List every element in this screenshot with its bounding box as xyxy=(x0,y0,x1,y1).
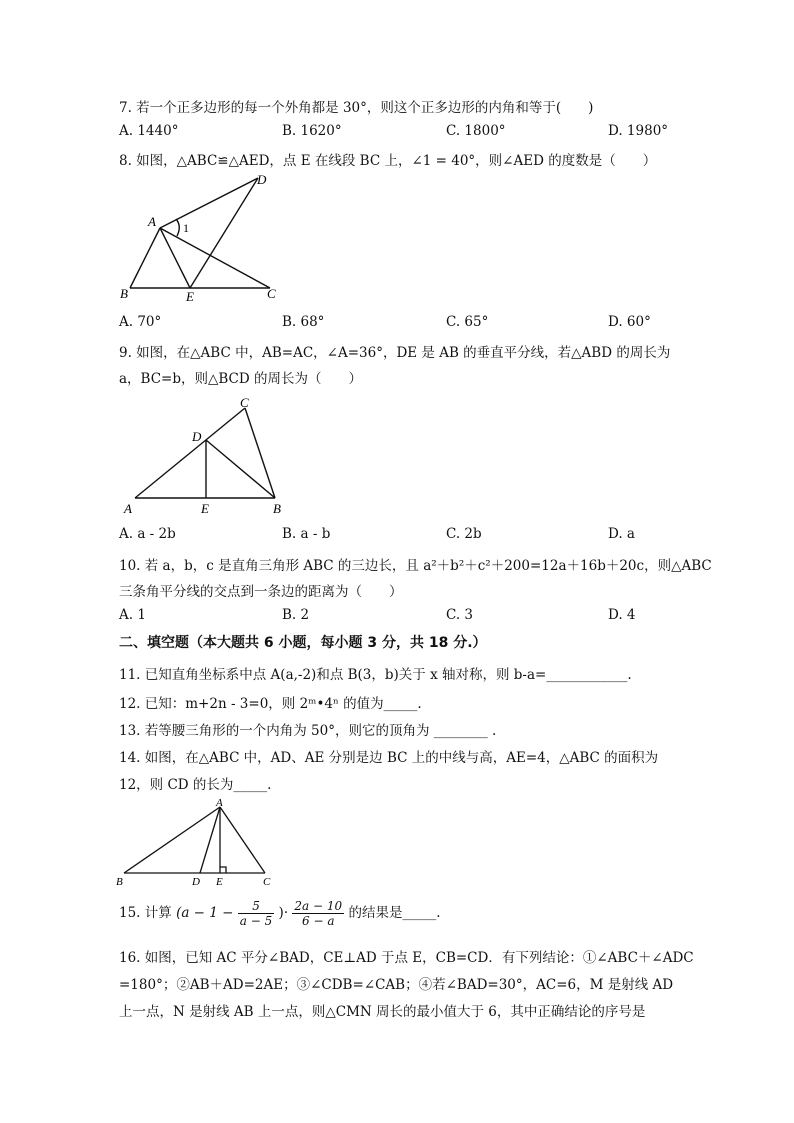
q8-label-e: E xyxy=(186,289,194,304)
q11-text: 11. 已知直角坐标系中点 A(a,-2)和点 B(3，b)关于 x 轴对称，则 b-a=____________. xyxy=(119,667,632,683)
q14-stem-line2: 12，则 CD 的长为_____. xyxy=(119,777,272,793)
q9-label-d: D xyxy=(192,429,202,444)
q14-label-d: D xyxy=(192,876,200,888)
q8-option-a: A. 70° xyxy=(119,314,162,330)
q15-f1-numerator: 5 xyxy=(238,899,274,914)
q16-line3: 上一点，N 是射线 AB 上一点，则△CMN 周长的最小值大于 6，其中正确结论的序号是 xyxy=(119,1004,646,1020)
q9-stem-line2: a，BC=b，则△BCD 的周长为（ ） xyxy=(119,371,362,387)
q8-stem: 8. 如图，△ABC≌△AED，点 E 在线段 BC 上，∠1 = 40°，则∠AED 的度数是（ ） xyxy=(119,153,657,169)
q14-stem-line1: 14. 如图，在△ABC 中，AD、AE 分别是边 BC 上的中线与高，AE=4，△ABC 的面积为 xyxy=(119,750,659,766)
q15-text xyxy=(119,894,441,932)
q13-text: 13. 若等腰三角形的一个内角为 50°，则它的顶角为 ________ . xyxy=(119,723,497,739)
q10-option-a: A. 1 xyxy=(119,607,146,623)
q7-option-a: A. 1440° xyxy=(119,123,179,139)
q15-f1-denominator: a − 5 xyxy=(239,914,273,928)
q9-label-c: C xyxy=(240,395,249,410)
q15-prefix: 15. 计算 xyxy=(119,905,172,921)
q8-label-a: A xyxy=(148,214,156,229)
q14-figure xyxy=(112,795,277,890)
q7-options xyxy=(119,123,679,143)
q8-label-c: C xyxy=(267,286,276,301)
q8-option-c: C. 65° xyxy=(446,314,489,330)
q10-stem-line1: 10. 若 a，b，c 是直角三角形 ABC 的三边长，且 a²＋b²＋c²＋200=12a＋16b＋20c，则△ABC xyxy=(119,558,712,574)
q7-stem: 7. 若一个正多边形的每一个外角都是 30°，则这个正多边形的内角和等于( ) xyxy=(119,100,594,116)
q9-option-d: D. a xyxy=(608,526,635,542)
q8-label-b: B xyxy=(120,286,128,301)
q7-option-c: C. 1800° xyxy=(446,123,506,139)
q10-option-b: B. 2 xyxy=(282,607,310,623)
q15-f2-denominator: 6 − a xyxy=(302,914,335,928)
q10-option-d: D. 4 xyxy=(608,607,636,623)
q15-fraction-2 xyxy=(292,899,344,928)
q12-text: 12. 已知：m+2n - 3=0，则 2ᵐ•4ⁿ 的值为_____. xyxy=(119,696,422,712)
q14-label-c: C xyxy=(263,876,271,888)
q8-options xyxy=(119,314,679,334)
q10-stem-line2: 三条角平分线的交点到一条边的距离为（ ） xyxy=(119,584,403,600)
q15-open: (a − 1 − xyxy=(176,905,234,921)
q8-option-d: D. 60° xyxy=(608,314,651,330)
q16-line2: =180°；②AB＋AD=2AE；③∠CDB=∠CAB；④若∠BAD=30°，AC=6，M 是射线 AD xyxy=(119,977,674,993)
q15-close: )· xyxy=(278,905,289,921)
q10-option-c: C. 3 xyxy=(446,607,474,623)
q9-figure xyxy=(115,393,300,518)
q15-suffix: 的结果是_____. xyxy=(348,905,441,921)
q9-label-b: B xyxy=(273,501,281,516)
q14-label-b: B xyxy=(116,876,123,888)
q9-label-a: A xyxy=(124,501,132,516)
q9-options xyxy=(119,526,679,546)
q8-option-b: B. 68° xyxy=(282,314,325,330)
section-fill-in-heading: 二、填空题（本大题共 6 小题，每小题 3 分，共 18 分.） xyxy=(119,635,487,651)
q8-angle-1: 1 xyxy=(183,221,189,235)
q9-option-c: C. 2b xyxy=(446,526,482,542)
q16-line1: 16. 如图，已知 AC 平分∠BAD，CE⊥AD 于点 E，CB=CD．有下列结论：①∠ABC＋∠ADC xyxy=(119,950,694,966)
q8-figure xyxy=(110,170,290,305)
q7-option-d: D. 1980° xyxy=(608,123,669,139)
q10-options xyxy=(119,607,679,627)
q9-option-a: A. a - 2b xyxy=(119,526,176,542)
q15-fraction-1 xyxy=(238,899,274,928)
q7-option-b: B. 1620° xyxy=(282,123,342,139)
q9-label-e: E xyxy=(201,501,209,516)
q9-option-b: B. a - b xyxy=(282,526,331,542)
q9-stem-line1: 9. 如图，在△ABC 中，AB=AC，∠A=36°，DE 是 AB 的垂直平分线，若△ABD 的周长为 xyxy=(119,345,671,361)
q14-label-e: E xyxy=(216,876,223,888)
q14-label-a: A xyxy=(216,797,223,809)
q8-label-d: D xyxy=(257,172,267,187)
q15-f2-numerator: 2a − 10 xyxy=(294,899,343,913)
